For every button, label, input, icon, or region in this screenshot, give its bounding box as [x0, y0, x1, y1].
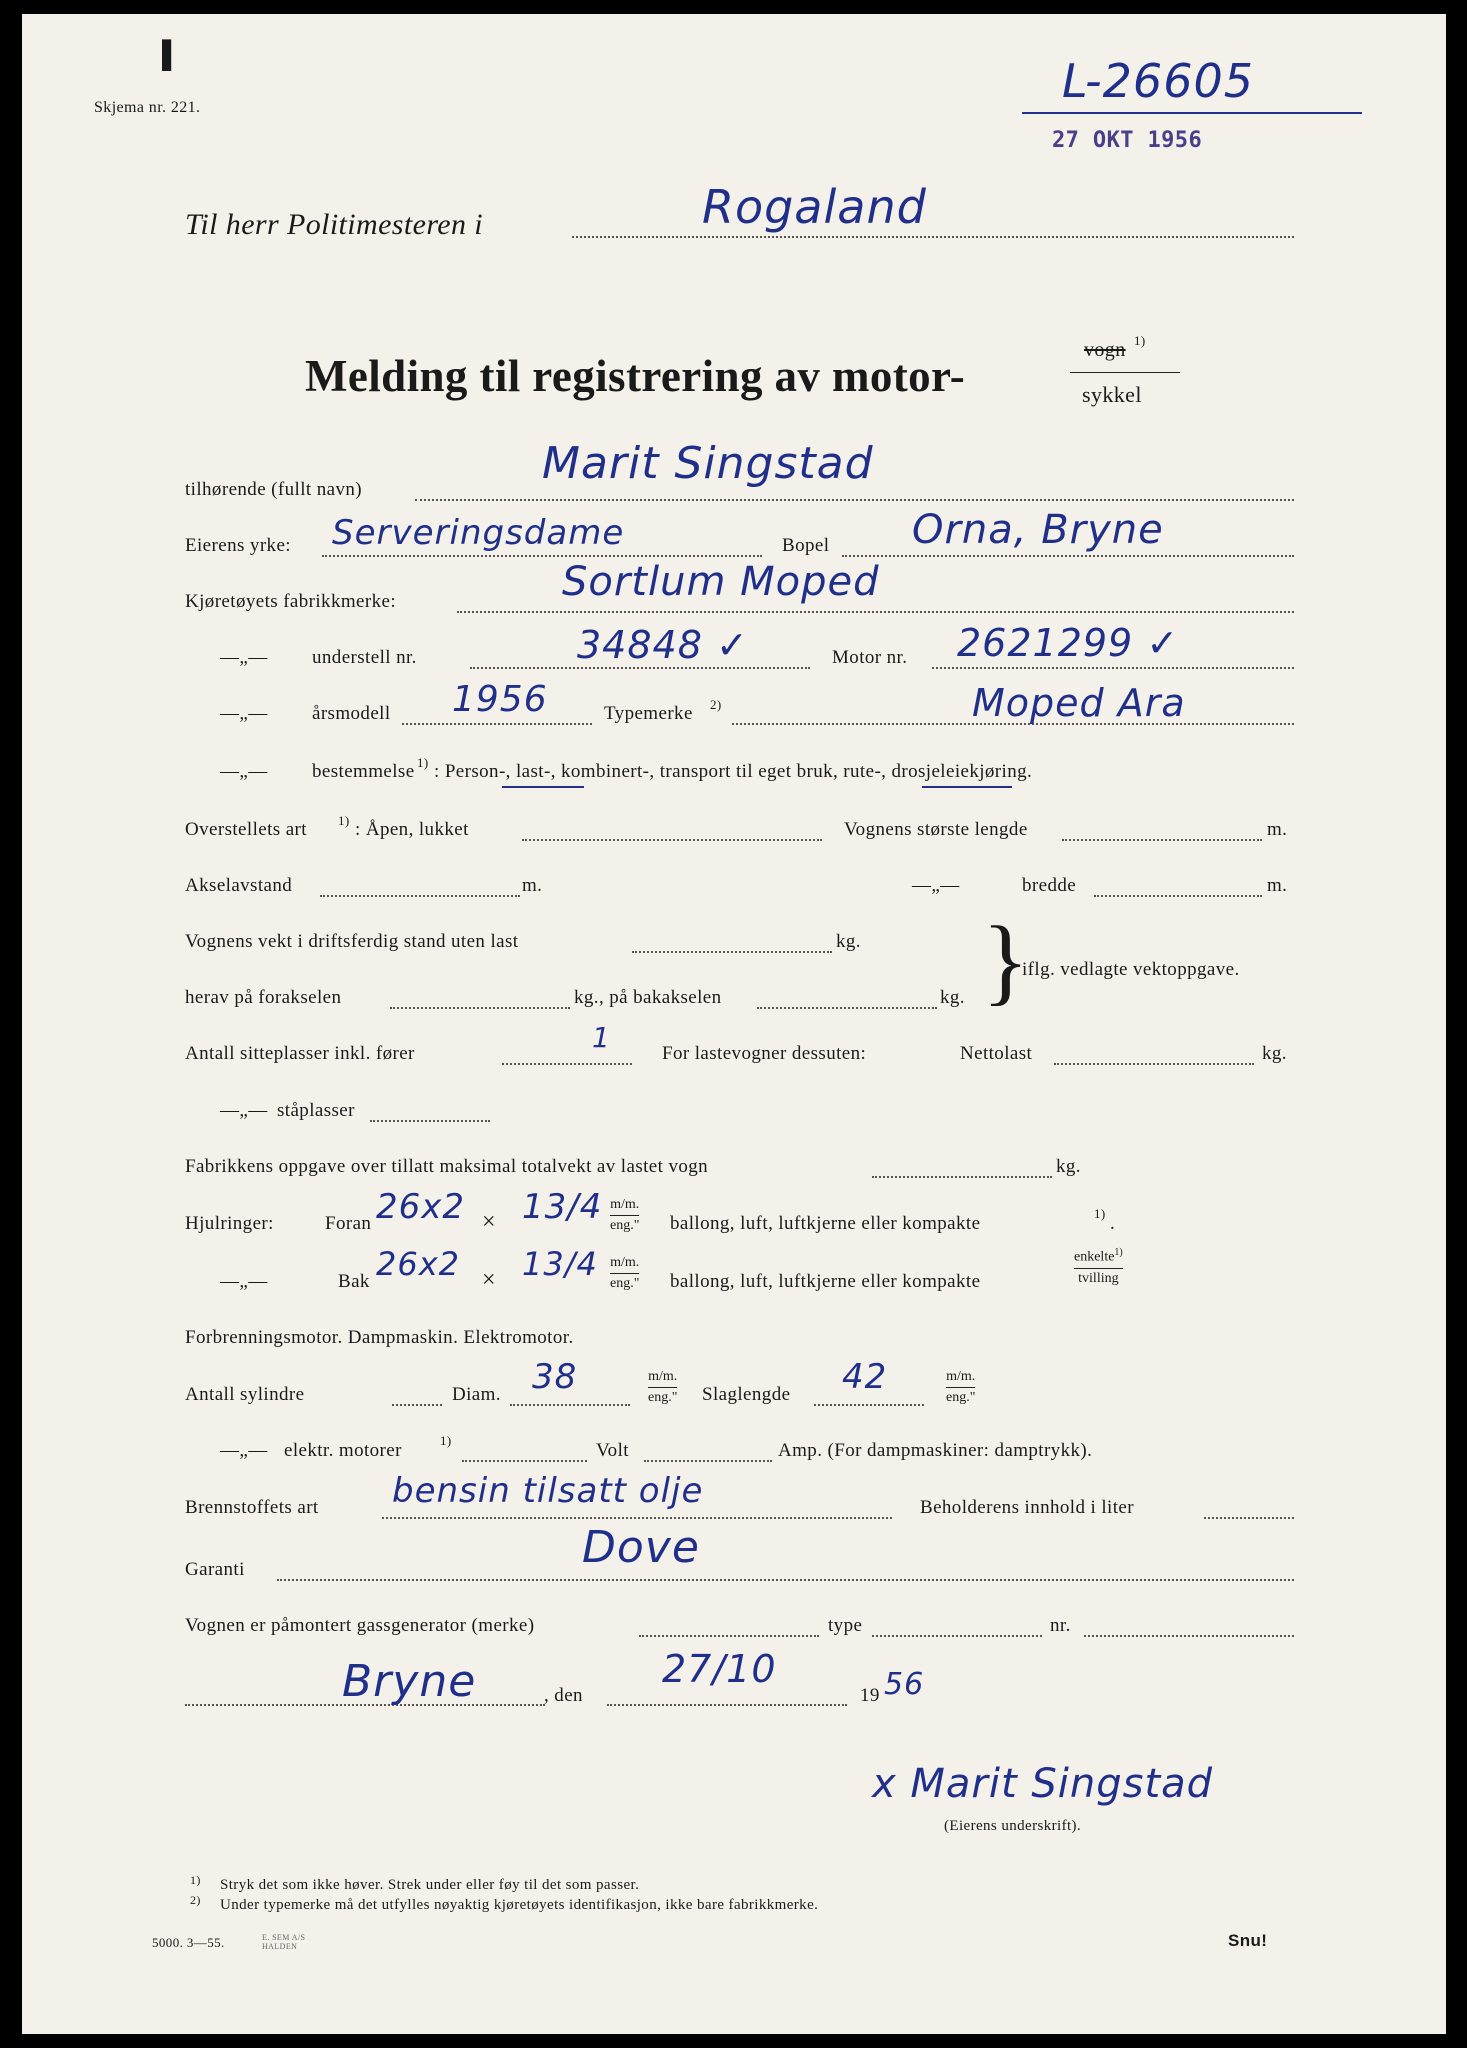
chassis-label: understell nr. [312, 647, 417, 668]
residence-value: Orna, Bryne [912, 507, 1164, 553]
type-label: Typemerke [604, 703, 693, 724]
title-option-sykkel: sykkel [1082, 382, 1142, 407]
purpose-options: : Person-, last-, kombinert-, transport til eget bruk, rute-, drosjeleiekjøring. [434, 761, 1033, 782]
make-label: Kjøretøyets fabrikkmerke: [185, 591, 397, 612]
corner-mark: ▌ [162, 40, 181, 69]
seats-value: 1 [592, 1021, 611, 1054]
unit-m: m. [522, 875, 543, 896]
tyres-rear-section: 13/4 [522, 1245, 598, 1283]
make-value: Sortlum Moped [562, 559, 880, 605]
repeat-mark: —„— [912, 875, 960, 896]
rear-axle-label: kg., på bakakselen [574, 987, 722, 1008]
electric-mark: 1) [440, 1433, 452, 1448]
signing-place: Bryne [342, 1656, 477, 1707]
signing-date: 27/10 [662, 1647, 777, 1691]
title-option-mark: 1) [1134, 333, 1146, 348]
signature-label: (Eierens underskrift). [944, 1818, 1082, 1834]
occupation-label: Eierens yrke: [185, 535, 291, 556]
footnote-1-mark: 1) [190, 1873, 201, 1887]
repeat-mark: —„— [220, 647, 268, 668]
unit-kg: kg. [1056, 1156, 1081, 1177]
tyre-types: ballong, luft, luftkjerne eller kompakte [670, 1271, 981, 1292]
diam-value: 38 [532, 1357, 578, 1397]
address-value: Rogaland [702, 180, 927, 234]
axle-label: Akselavstand [185, 875, 293, 896]
stroke-value: 42 [842, 1357, 888, 1397]
tyre-mount-fraction: enkelte$^{1)}$ tvilling [1074, 1247, 1123, 1286]
brace: } [982, 907, 1030, 1015]
body-label: Overstellets art [185, 819, 307, 840]
times-sign: × [482, 1209, 496, 1235]
unit-fraction: m/m. eng." [946, 1369, 976, 1405]
year-value: 1956 [452, 679, 548, 720]
chassis-value: 34848 ✓ [577, 623, 749, 667]
owner-label: tilhørende (fullt navn) [185, 479, 362, 500]
unit-kg: kg. [1262, 1043, 1287, 1064]
body-mark: 1) [338, 813, 350, 828]
stroke-label: Slaglengde [702, 1384, 791, 1405]
type-value: Moped Ara [972, 681, 1186, 725]
amp-label: Amp. (For dampmaskiner: damptrykk). [778, 1440, 1093, 1461]
reference-number: L-26605 [1062, 54, 1254, 108]
tyre-mark: 1) [1094, 1206, 1106, 1221]
fuel-label: Brennstoffets art [185, 1497, 319, 1518]
warranty-label: Garanti [185, 1559, 245, 1580]
form-sheet: ▌ Skjema nr. 221. L-26605 27 OKT 1956 Til herr Politimesteren i Rogaland Melding til registrering av motor- vogn 1) sykkel tilhørende (fullt navn) Marit Singstad Eierens yrke: Serveringsdame Bopel Orna, Bryne Kjøretøyets fabrikkmerke: Sortlum Moped —„— understell nr. 34848 ✓ Motor nr. 2621299 ✓ —„— årsmodell 1956 Typemerke 2) Moped Ara —„— bestemmelse 1) : Person-, last-, kombinert-, transport til eget bruk, rute-, drosjeleiekjøring. Overstellets art 1) : Åpen, lukket Vognens største lengde m. Akselavstand m. —„— bredde m. Vognens vekt i driftsferdig stand uten last kg. herav på forakselen kg., på bakakselen kg. } iflg. vedlagte vektoppgave. Antall sitteplasser inkl. fører 1 For lastevogner dessuten: Nettolast kg. —„— ståplasser Fabrikkens oppgave over tillatt maksimal totalvekt av lastet vogn kg. Hjulringer: Foran 26x2 × 13/4 m/m. eng." ballong, luft, luftkjerne eller kompakte 1) . —„— Bak 26x2 × 13/4 m/m. eng." ballong, luft, luftkjerne eller kompakte enkelte$^{1)}$ tvilling Forbrenningsmotor. Dampmaskin. Elektromotor. Antall sylindre Diam. 38 m/m. eng." Slaglengde 42 m/m. eng." —„— elektr. motorer 1) Volt Amp. (For dampmaskiner: damptrykk). Brennstoffets art bensin tilsatt olje Beholderens innhold i liter Garanti Dove Vognen er påmontert gassgenerator (merke) type nr. Bryne , den 27/10 19 56 x Marit Singstad (Eierens underskrift). 1) Stryk det som ikke høver. Strek under eller føy til det som passer. 2) Under typemerke må det utfylles nøyaktig kjøretøyets identifikasjon, ikke bare fabrikkmerke. 5000. 3—55. E. SEM A/S HALDEN Snu! [22, 14, 1446, 2034]
standing-label: ståplasser [277, 1100, 355, 1121]
printer-mark: E. SEM A/S HALDEN [262, 1933, 306, 1951]
repeat-mark: —„— [220, 1100, 268, 1121]
motor-label: Motor nr. [832, 647, 908, 668]
body-options: : Åpen, lukket [355, 819, 469, 840]
width-label: bredde [1022, 875, 1077, 896]
unit-kg: kg. [836, 931, 861, 952]
purpose-label: bestemmelse [312, 761, 415, 782]
gas-label: Vognen er påmontert gassgenerator (merke) [185, 1615, 535, 1636]
unit-kg: kg. [940, 987, 965, 1008]
form-number: Skjema nr. 221. [94, 99, 201, 116]
date-label: , den [544, 1685, 583, 1706]
length-label: Vognens største lengde [844, 819, 1028, 840]
tyres-rear-size: 26x2 [376, 1245, 461, 1283]
turn-over: Snu! [1228, 1931, 1268, 1950]
gas-nr-label: nr. [1050, 1615, 1071, 1636]
form-title: Melding til registrering av motor- [305, 351, 966, 401]
residence-label: Bopel [782, 535, 830, 556]
repeat-mark: —„— [220, 761, 268, 782]
truck-label: For lastevogner dessuten: [662, 1043, 867, 1064]
repeat-mark: —„— [220, 1271, 268, 1292]
footnote-1: Stryk det som ikke høver. Strek under eller føy til det som passer. [220, 1877, 640, 1893]
unit-fraction: m/m. eng." [610, 1197, 640, 1233]
motor-value: 2621299 ✓ [957, 621, 1180, 665]
net-load-label: Nettolast [960, 1043, 1033, 1064]
unit-fraction: m/m. eng." [648, 1369, 678, 1405]
electric-label: elektr. motorer [284, 1440, 402, 1461]
type-mark: 2) [710, 697, 722, 712]
received-stamp: 27 OKT 1956 [1052, 128, 1203, 153]
unit-fraction: m/m. eng." [610, 1255, 640, 1291]
diam-label: Diam. [452, 1384, 501, 1405]
tyres-label: Hjulringer: [185, 1213, 274, 1234]
print-code: 5000. 3—55. [152, 1935, 225, 1950]
tyres-rear-label: Bak [338, 1271, 370, 1292]
repeat-mark: —„— [220, 1440, 268, 1461]
seats-label: Antall sitteplasser inkl. fører [185, 1043, 415, 1064]
footnote-2-mark: 2) [190, 1893, 201, 1907]
front-axle-label: herav på forakselen [185, 987, 342, 1008]
warranty-value: Dove [582, 1522, 700, 1573]
gas-type-label: type [828, 1615, 863, 1636]
year-suffix: 56 [884, 1667, 925, 1702]
engine-types: Forbrenningsmotor. Dampmaskin. Elektromotor. [185, 1327, 574, 1348]
fuel-value: bensin tilsatt olje [392, 1471, 704, 1511]
occupation-value: Serveringsdame [332, 513, 625, 553]
volt-label: Volt [596, 1440, 629, 1461]
footnote-2: Under typemerke må det utfylles nøyaktig kjøretøyets identifikasjon, ikke bare fabrikkmerke. [220, 1897, 819, 1913]
unit-m: m. [1267, 875, 1288, 896]
owner-signature: x Marit Singstad [872, 1761, 1214, 1807]
tyres-front-label: Foran [325, 1213, 372, 1234]
tyres-front-size: 26x2 [376, 1187, 466, 1227]
purpose-mark: 1) [417, 755, 429, 770]
weight-label: Vognens vekt i driftsferdig stand uten last [185, 931, 519, 952]
year-prefix: 19 [860, 1685, 880, 1706]
times-sign: × [482, 1267, 496, 1293]
weight-note: iflg. vedlagte vektoppgave. [1022, 959, 1240, 980]
max-weight-label: Fabrikkens oppgave over tillatt maksimal totalvekt av lastet vogn [185, 1156, 709, 1177]
unit-m: m. [1267, 819, 1288, 840]
tank-label: Beholderens innhold i liter [920, 1497, 1134, 1518]
tyre-types: ballong, luft, luftkjerne eller kompakte [670, 1213, 981, 1234]
title-option-vogn: vogn [1084, 339, 1126, 361]
address-label: Til herr Politimesteren i [185, 208, 484, 241]
cylinders-label: Antall sylindre [185, 1384, 305, 1405]
repeat-mark: —„— [220, 703, 268, 724]
owner-value: Marit Singstad [542, 438, 874, 489]
year-label: årsmodell [312, 703, 391, 724]
tyres-front-section: 13/4 [522, 1187, 603, 1227]
